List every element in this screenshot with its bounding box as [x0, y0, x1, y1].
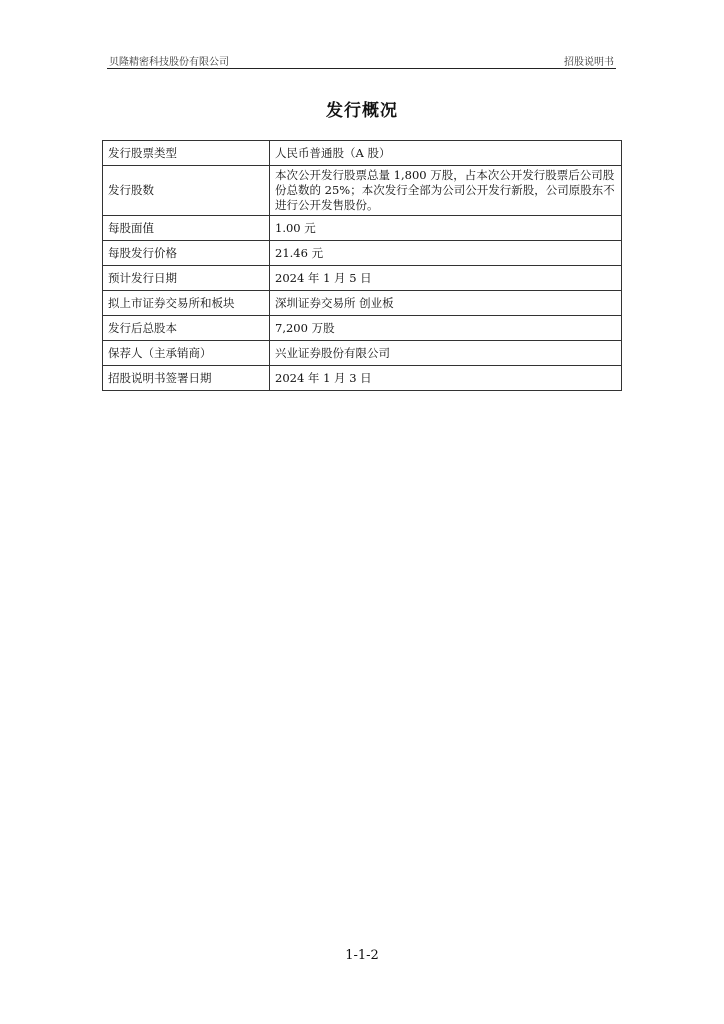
row-value: 2024 年 1 月 5 日 — [270, 266, 622, 291]
table-row — [103, 241, 622, 266]
row-value: 人民币普通股（A 股） — [270, 141, 622, 166]
row-value: 7,200 万股 — [270, 316, 622, 341]
row-label: 拟上市证券交易所和板块 — [103, 291, 270, 316]
page-header — [107, 52, 616, 69]
table-row — [103, 166, 622, 216]
table-row — [103, 341, 622, 366]
table-row — [103, 266, 622, 291]
table-row — [103, 366, 622, 391]
row-label: 预计发行日期 — [103, 266, 270, 291]
header-doc-type: 招股说明书 — [564, 57, 614, 68]
table-row — [103, 141, 622, 166]
row-label: 招股说明书签署日期 — [103, 366, 270, 391]
table-row — [103, 216, 622, 241]
row-value: 1.00 元 — [270, 216, 622, 241]
row-value: 深圳证券交易所 创业板 — [270, 291, 622, 316]
offering-summary-table — [102, 140, 622, 391]
row-label: 保荐人（主承销商） — [103, 341, 270, 366]
table-row — [103, 291, 622, 316]
page-number: 1-1-2 — [345, 948, 379, 963]
page-title: 发行概况 — [326, 101, 398, 121]
header-company: 贝隆精密科技股份有限公司 — [109, 57, 229, 68]
row-value: 2024 年 1 月 3 日 — [270, 366, 622, 391]
row-label: 每股面值 — [103, 216, 270, 241]
row-label: 每股发行价格 — [103, 241, 270, 266]
row-label: 发行股数 — [103, 166, 270, 216]
row-value: 本次公开发行股票总量 1,800 万股，占本次公开发行股票后公司股份总数的 25%；本次发行全部为公司公开发行新股，公司原股东不进行公开发售股份。 — [270, 166, 622, 216]
row-value: 兴业证券股份有限公司 — [270, 341, 622, 366]
row-label: 发行后总股本 — [103, 316, 270, 341]
row-label: 发行股票类型 — [103, 141, 270, 166]
row-value: 21.46 元 — [270, 241, 622, 266]
table-row — [103, 316, 622, 341]
